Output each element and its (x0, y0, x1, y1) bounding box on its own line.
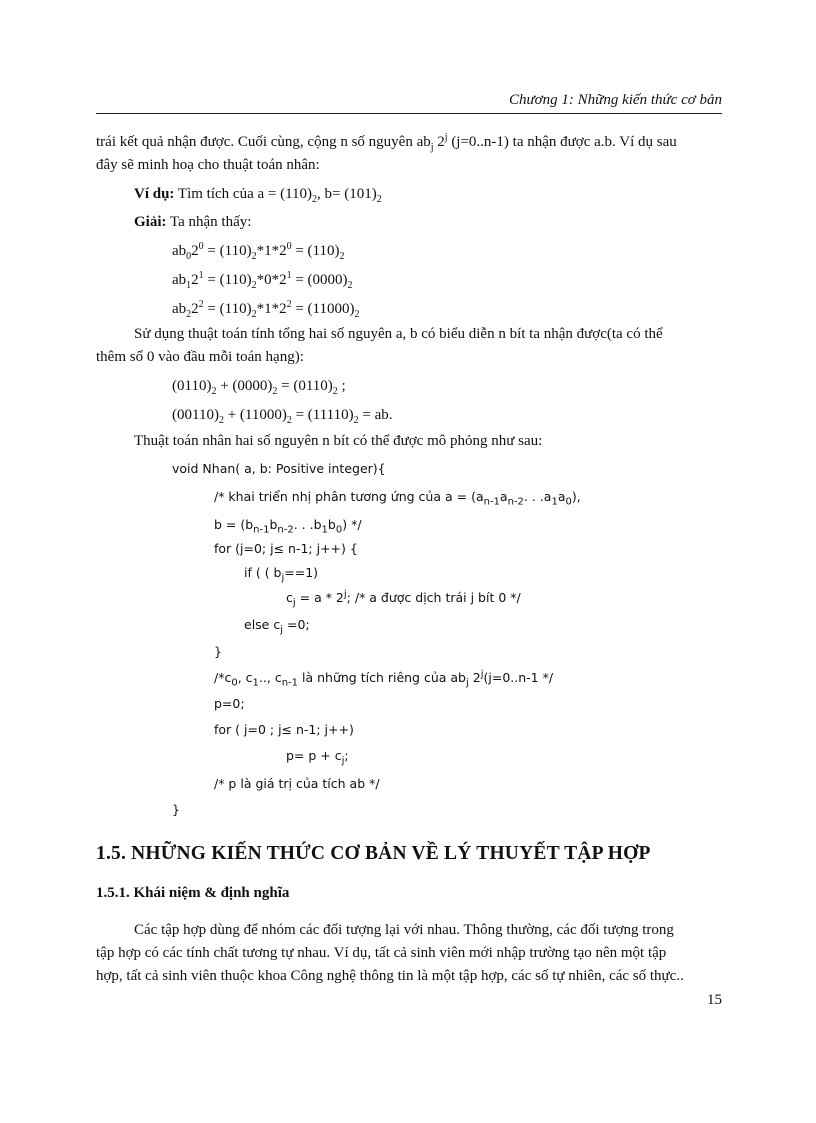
code-line: for (j=0; j≤ n-1; j++) { (214, 541, 358, 556)
solution-row: $ab_22^2 = (110)_2*1*2^2 = (11000)_2$ (172, 299, 360, 320)
sum-line-1: $(0110)_2 + (0000)_2 = (0110)_2$ ; (172, 378, 346, 397)
solution-line: Giải: Ta nhận thấy: (134, 214, 252, 230)
header-rule (96, 113, 722, 114)
code-line: void Nhan( a, b: Positive integer){ (172, 461, 386, 476)
code-line: $c_j = a * 2^j$; /* a được dịch trái j bít 0 */ (286, 588, 521, 609)
intro-line-2: đây sẽ minh hoạ cho thuật toán nhân: (96, 157, 320, 173)
algorithm-intro: Thuật toán nhân hai số nguyên n bít có thể được mô phỏng như sau: (134, 433, 543, 449)
code-line: } (214, 644, 222, 659)
sum-intro-line-1: Sử dụng thuật toán tính tổng hai số nguyên a, b có biểu diễn n bít ta nhận được(ta có thể (134, 326, 663, 342)
sum-line-2: $(00110)_2 + (11000)_2 = (11110)_2$ = ab. (172, 407, 393, 426)
code-line: /* p là giá trị của tích ab */ (214, 776, 380, 791)
code-line: p=0; (214, 696, 245, 711)
code-line: $p= p + c_j$; (286, 748, 349, 767)
sum-intro-line-2: thêm số 0 vào đầu mỗi toán hạng): (96, 349, 304, 365)
body-line: hợp, tất cả sinh viên thuộc khoa Công nghệ thông tin là một tập hợp, các số tự nhiên, các số thực.. (96, 968, 684, 984)
code-line: else $c_j =0$; (244, 617, 310, 636)
code-line: if ( ( $b_j==1$) (244, 565, 319, 584)
running-header: Chương 1: Những kiến thức cơ bản (508, 92, 722, 108)
intro-line-1: trái kết quả nhận được. Cuối cùng, cộng n số nguyên $ab_j$ 2$^j$ (j=0..n-1) ta nhận được a.b. Ví dụ sau (96, 132, 677, 153)
code-line: $b = (b_{n-1}b_{n-2}$. . $.b_1b_0$) */ (214, 517, 362, 536)
solution-row: $ab_02^0 = (110)_2*1*2^0 = (110)_2$ (172, 241, 345, 262)
example-line: Ví dụ: Tìm tích của $a = (110)_2$, $b= (101)_2$ (134, 186, 382, 205)
code-line: for ( j=0 ; j≤ n-1; j++) (214, 722, 354, 737)
code-line: $/*c_0$, $c_1$.., $c_{n-1}$ là những tích riêng của $ab_j$ $2^j(j=0..n-1$ */ (214, 668, 554, 689)
section-heading: 1.5. NHỮNG KIẾN THỨC CƠ BẢN VỀ LÝ THUYẾT TẬP HỢP (96, 843, 651, 864)
page-number: 15 (707, 992, 722, 1008)
solution-row: $ab_12^1 = (110)_2*0*2^1 = (0000)_2$ (172, 270, 353, 291)
code-line: /* khai triển nhị phân tương ứng của $a = (a_{n-1}a_{n-2}$. . $.a_1a_0$), (214, 489, 581, 508)
subsection-heading: 1.5.1. Khái niệm & định nghĩa (96, 885, 290, 901)
body-line: Các tập hợp dùng để nhóm các đối tượng lại với nhau. Thông thường, các đối tượng trong (134, 922, 674, 938)
body-line: tập hợp có các tính chất tương tự nhau. Ví dụ, tất cả sinh viên mới nhập trường tạo nên một tập (96, 945, 667, 961)
code-line: } (172, 802, 180, 817)
